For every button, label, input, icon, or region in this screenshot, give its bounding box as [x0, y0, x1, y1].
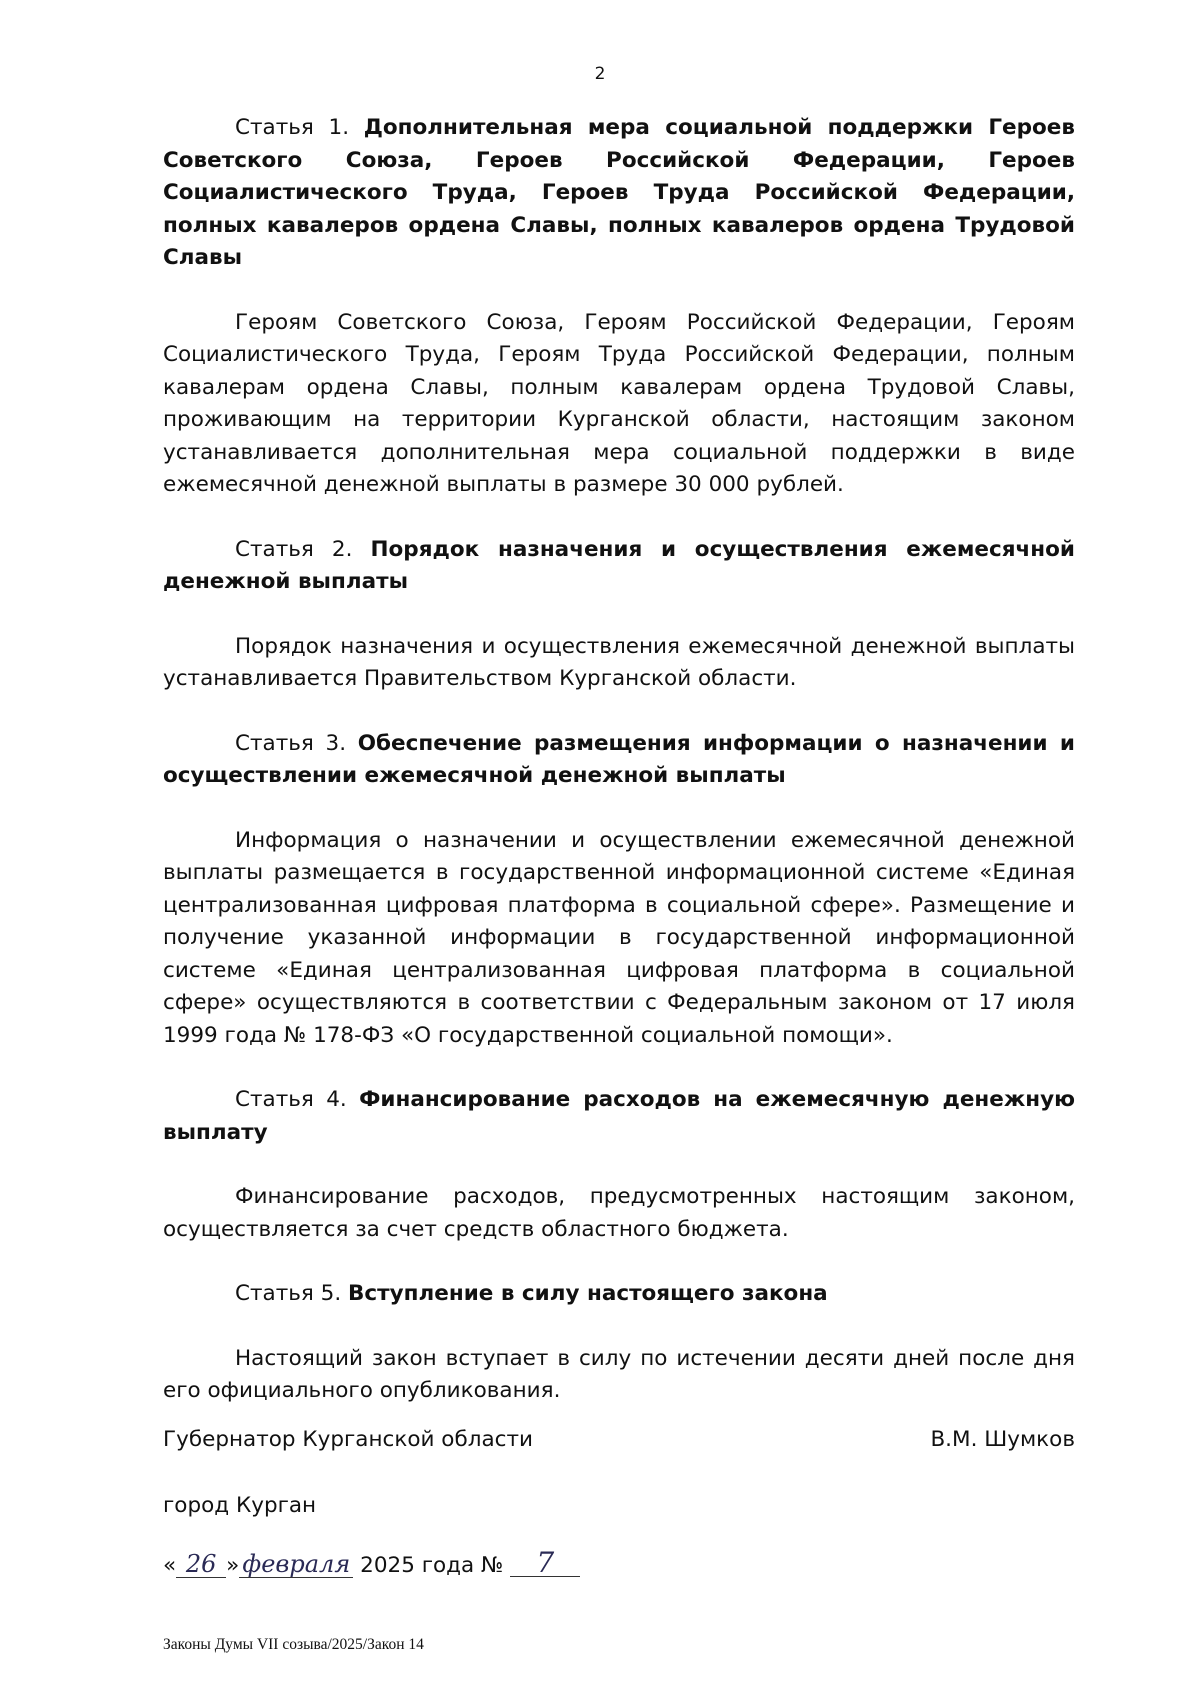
article-3-heading	[163, 728, 1075, 793]
article-3-body: Информация о назначении и осуществлении ежемесячной денежной выплаты размещается в государственной информационной системе «Единая централизованная цифровая платформа в социальной сфере». Размещение и получение указанной информации в государственной информационной системе «Единая централизованная цифровая платформа в социальной сфере» осуществляются в соответствии с Федеральным законом от 17 июля 1999 года № 178-ФЗ «О государственной социальной помощи».	[163, 827, 1075, 1048]
article-2-title: Порядок назначения и осуществления ежемесячной денежной выплаты	[163, 536, 1075, 594]
article-4-label: Статья 4.	[235, 1087, 347, 1112]
date-and-number-line	[163, 1546, 580, 1582]
article-4-heading	[163, 1084, 1075, 1149]
year-and-number-label: 2025 года №	[360, 1553, 504, 1578]
article-5-title: Вступление в силу настоящего закона	[348, 1281, 828, 1306]
handwritten-law-number: 7	[510, 1550, 580, 1577]
city-of-signing: город Курган	[163, 1493, 317, 1518]
article-2-body: Порядок назначения и осуществления ежемесячной денежной выплаты устанавливается Правительством Курганской области.	[163, 633, 1075, 691]
article-1-title: Дополнительная мера социальной поддержки Героев Советского Союза, Героев Российской Федерации, Героев Социалистического Труда, Героев Труда Российской Федерации, полных кавалеров ордена Славы, полных кавалеров ордена Трудовой Славы	[163, 115, 1075, 270]
handwritten-day: 26	[176, 1551, 226, 1578]
article-5-heading	[163, 1278, 1075, 1311]
article-3-title: Обеспечение размещения информации о назначении и осуществлении ежемесячной денежной выплаты	[163, 730, 1075, 788]
date-close-quote: »	[226, 1553, 240, 1578]
article-2-heading	[163, 534, 1075, 599]
article-1-body: Героям Советского Союза, Героям Российской Федерации, Героям Социалистического Труда, Героям Труда Российской Федерации, полным кавалерам ордена Славы, полным кавалерам ордена Трудовой Славы, проживающим на территории Курганской области, настоящим законом устанавливается дополнительная мера социальной поддержки в виде ежемесячной денежной выплаты в размере 30 000 рублей.	[163, 309, 1075, 497]
document-footer-reference: Законы Думы VII созыва/2025/Закон 14	[163, 1636, 424, 1653]
article-1-label: Статья 1.	[235, 115, 350, 140]
signatory-name: В.М. Шумков	[930, 1427, 1075, 1452]
signatory-position: Губернатор Курганской области	[163, 1427, 533, 1452]
article-5-label: Статья 5.	[235, 1281, 342, 1306]
law-text	[163, 112, 1075, 1408]
handwritten-month: февраля	[239, 1551, 353, 1578]
article-4-title: Финансирование расходов на ежемесячную денежную выплату	[163, 1087, 1075, 1145]
article-1-heading	[163, 112, 1075, 275]
article-4-body: Финансирование расходов, предусмотренных настоящим законом, осуществляется за счет средств областного бюджета.	[163, 1184, 1075, 1242]
page-number: 2	[594, 64, 606, 84]
date-open-quote: «	[163, 1553, 177, 1578]
article-3-label: Статья 3.	[235, 730, 347, 756]
article-2-label: Статья 2.	[235, 536, 353, 562]
article-5-body: Настоящий закон вступает в силу по истечении десяти дней после дня его официального опубликования.	[163, 1345, 1075, 1403]
